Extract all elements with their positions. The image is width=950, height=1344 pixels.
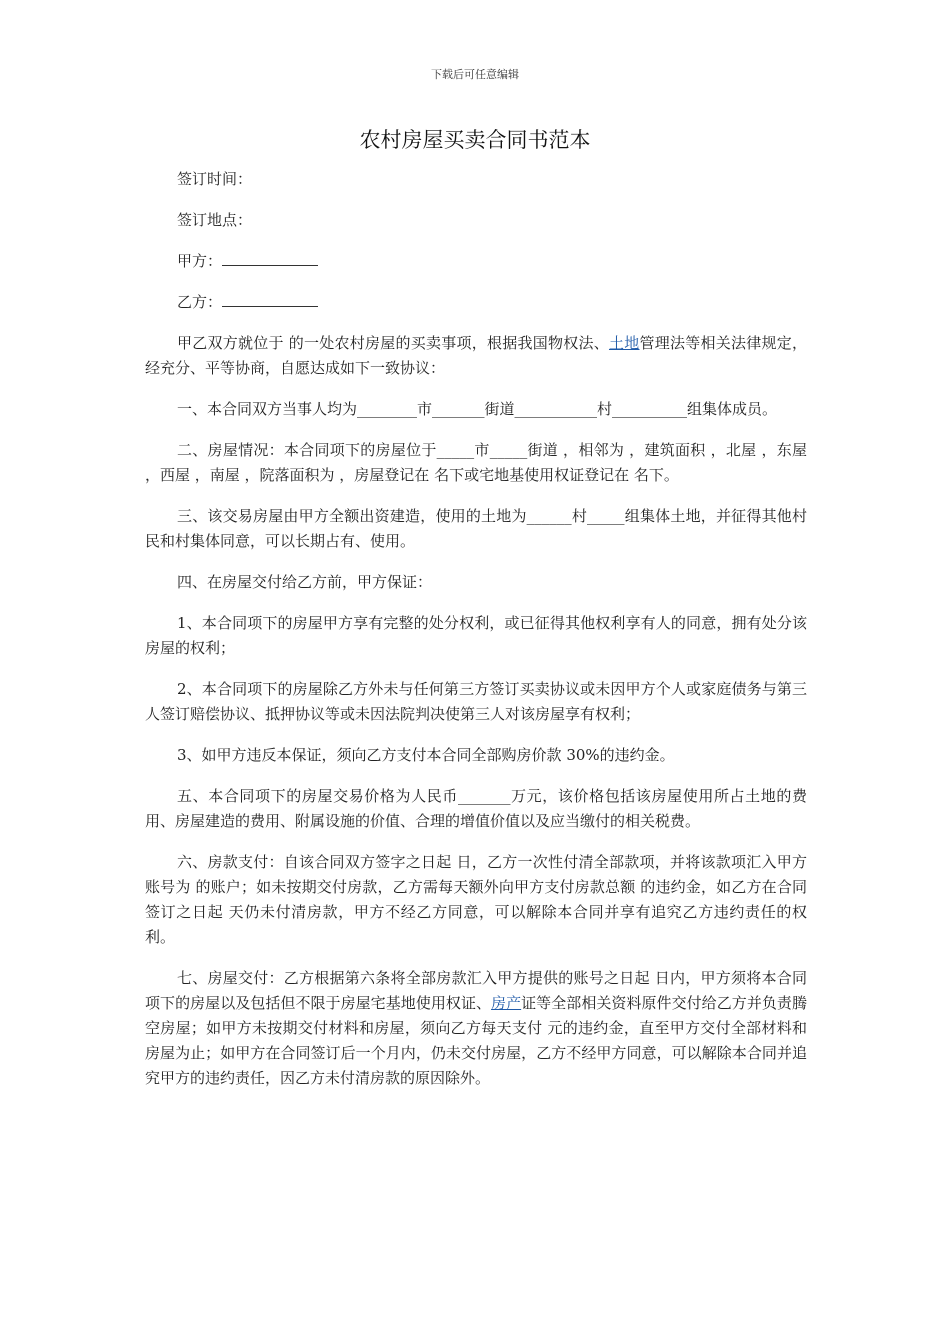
clause-3: 三、该交易房屋由甲方全额出资建造，使用的土地为______村_____组集体土地，并征得其他村民和村集体同意，可以长期占有、使用。 <box>145 507 807 550</box>
party-a-field <box>145 249 807 274</box>
intro-text-rest: 管理法等相关法律规定，经充分、平等协商，自愿达成如下一致协议： <box>145 334 807 377</box>
party-b-label: 乙方： <box>177 293 223 311</box>
clause-4-3: 3、如甲方违反本保证，须向乙方支付本合同全部购房价款 30%的违约金。 <box>177 746 675 764</box>
clause-2: 二、房屋情况：本合同项下的房屋位于_____市_____街道 ，相邻为 ，建筑面积 ，北屋 ，东屋 ，西屋 ，南屋 ，院落面积为 ，房屋登记在 名下或宅地基使用权证登记在 名下。 <box>145 441 807 484</box>
clause-7 <box>145 966 807 1091</box>
sign-time-label: 签订时间： <box>177 170 253 188</box>
clause-6: 六、房款支付：自该合同双方签字之日起 日，乙方一次性付清全部款项，并将该款项汇入甲方账号为 的账户；如未按期交付房款，乙方需每天额外向甲方支付房款总额 的违约金，如乙方在合同签订之日起 天仍未付清房款，甲方不经乙方同意，可以解除本合同并享有追究乙方违约责任的权利。 <box>145 853 807 946</box>
property-link[interactable]: 房产 <box>491 994 522 1012</box>
sign-place-field <box>145 208 807 233</box>
intro-text: 甲乙双方就位于 的一处农村房屋的买卖事项，根据我国物权法、 <box>177 334 609 352</box>
intro-paragraph <box>145 331 807 381</box>
sign-time-field <box>145 167 807 192</box>
party-b-blank <box>222 292 318 307</box>
header-note: 下载后可任意编辑 <box>431 68 519 81</box>
sign-place-label: 签订地点： <box>177 211 253 229</box>
clause-4: 四、在房屋交付给乙方前，甲方保证： <box>177 573 433 591</box>
clause-4-2: 2、本合同项下的房屋除乙方外未与任何第三方签订买卖协议或未因甲方个人或家庭债务与第三人签订赔偿协议、抵押协议等或未因法院判决使第三人对该房屋享有权利； <box>145 680 807 723</box>
clause-7-text: 七、房屋交付：乙方根据第六条将全部房款汇入甲方提供的账号之日起 日内，甲方须将本合同项下的房屋以及包括但不限于房屋宅基地使用权证、 <box>145 969 807 1012</box>
clause-7-text-rest: 证等全部相关资料原件交付给乙方并负责腾空房屋；如甲方未按期交付材料和房屋，须向乙方每天支付 元的违约金，直至甲方交付全部材料和房屋为止；如甲方在合同签订后一个月内，仍未交付房屋，乙方不经甲方同意，可以解除本合同并追究甲方的违约责任，因乙方未付清房款的原因除外。 <box>145 994 807 1087</box>
clause-1: 一、本合同双方当事人均为________市_______街道___________村__________组集体成员。 <box>177 400 778 418</box>
land-link[interactable]: 土地 <box>608 334 640 352</box>
clause-4-1: 1、本合同项下的房屋甲方享有完整的处分权利，或已征得其他权利享有人的同意，拥有处分该房屋的权利； <box>145 614 807 657</box>
party-a-blank <box>222 251 318 266</box>
party-a-label: 甲方： <box>177 252 223 270</box>
document-body <box>145 167 807 1107</box>
document-title: 农村房屋买卖合同书范本 <box>359 128 591 152</box>
clause-5: 五、本合同项下的房屋交易价格为人民币_______万元，该价格包括该房屋使用所占土地的费用、房屋建造的费用、附属设施的价值、合理的增值价值以及应当缴付的相关税费。 <box>145 787 807 830</box>
party-b-field <box>145 290 807 315</box>
